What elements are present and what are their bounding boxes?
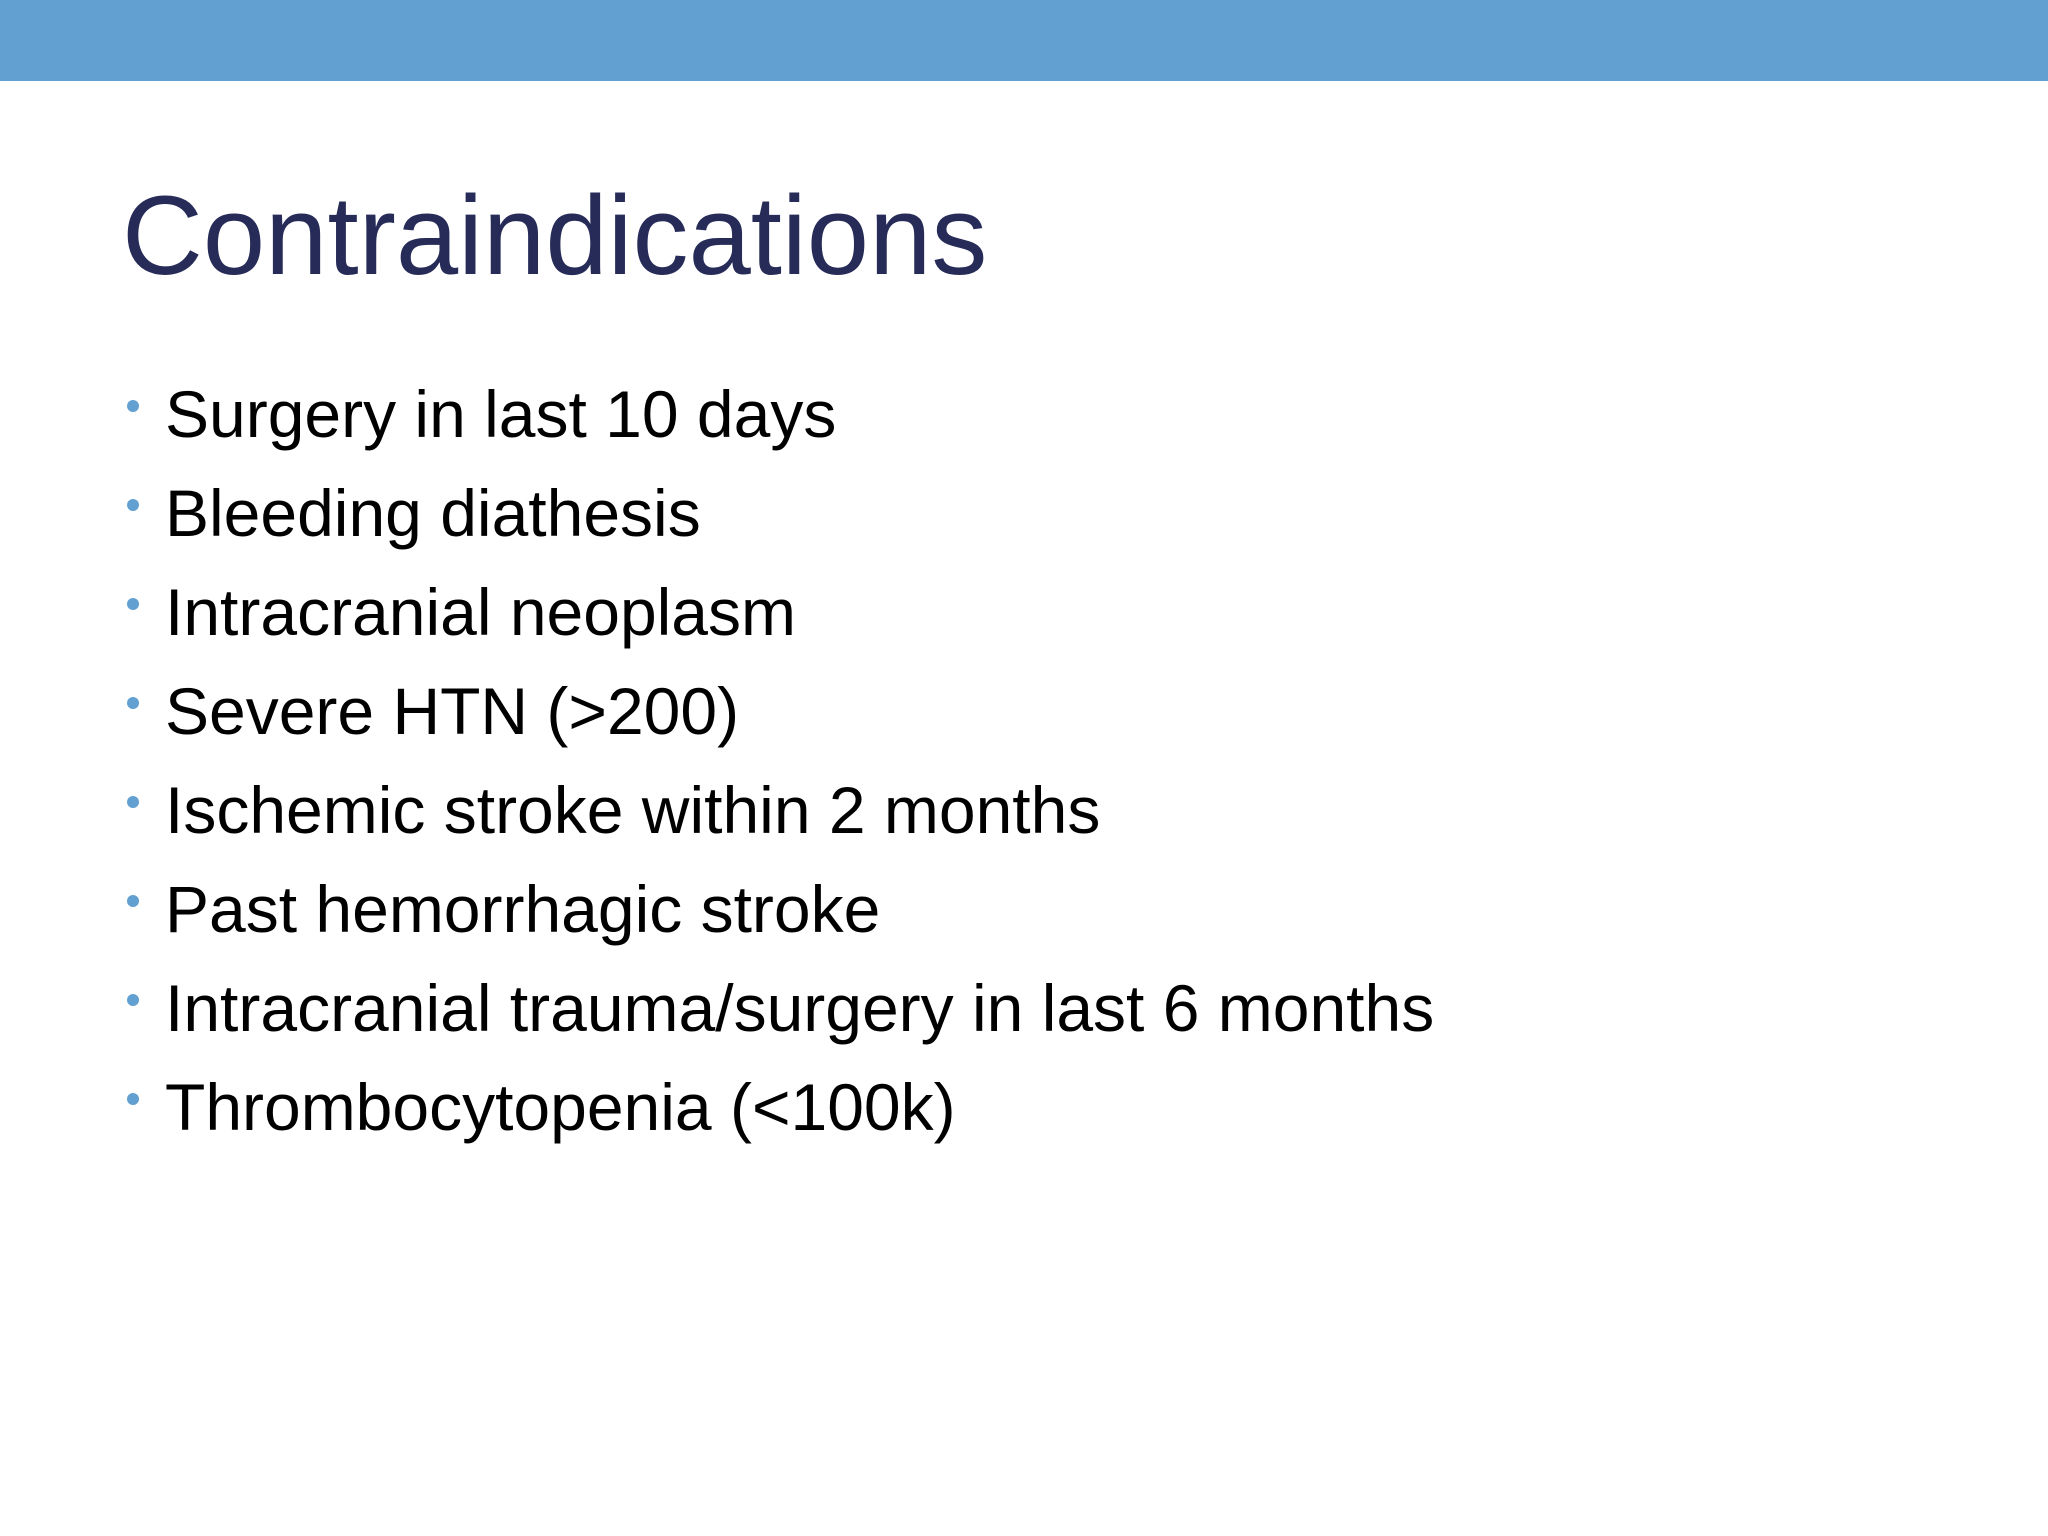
bullet-text: Severe HTN (>200) xyxy=(165,674,740,748)
bullet-text: Ischemic stroke within 2 months xyxy=(165,773,1101,847)
header-accent-band xyxy=(0,0,2048,81)
bullet-dot-icon xyxy=(127,499,139,511)
bullet-dot-icon xyxy=(127,400,139,412)
bullet-dot-icon xyxy=(127,598,139,610)
bullet-dot-icon xyxy=(127,895,139,907)
slide-title: Contraindications xyxy=(122,173,988,298)
bullet-text: Bleeding diathesis xyxy=(165,476,701,550)
bullet-dot-icon xyxy=(127,796,139,808)
bullet-dot-icon xyxy=(127,1093,139,1105)
bullet-text: Thrombocytopenia (<100k) xyxy=(165,1070,956,1144)
bullet-dot-icon xyxy=(127,697,139,709)
bullet-dot-icon xyxy=(127,994,139,1006)
bullet-text: Past hemorrhagic stroke xyxy=(165,872,881,946)
bullet-text: Intracranial trauma/surgery in last 6 months xyxy=(165,971,1435,1045)
bullet-text: Intracranial neoplasm xyxy=(165,575,796,649)
bullet-text: Surgery in last 10 days xyxy=(165,377,837,451)
